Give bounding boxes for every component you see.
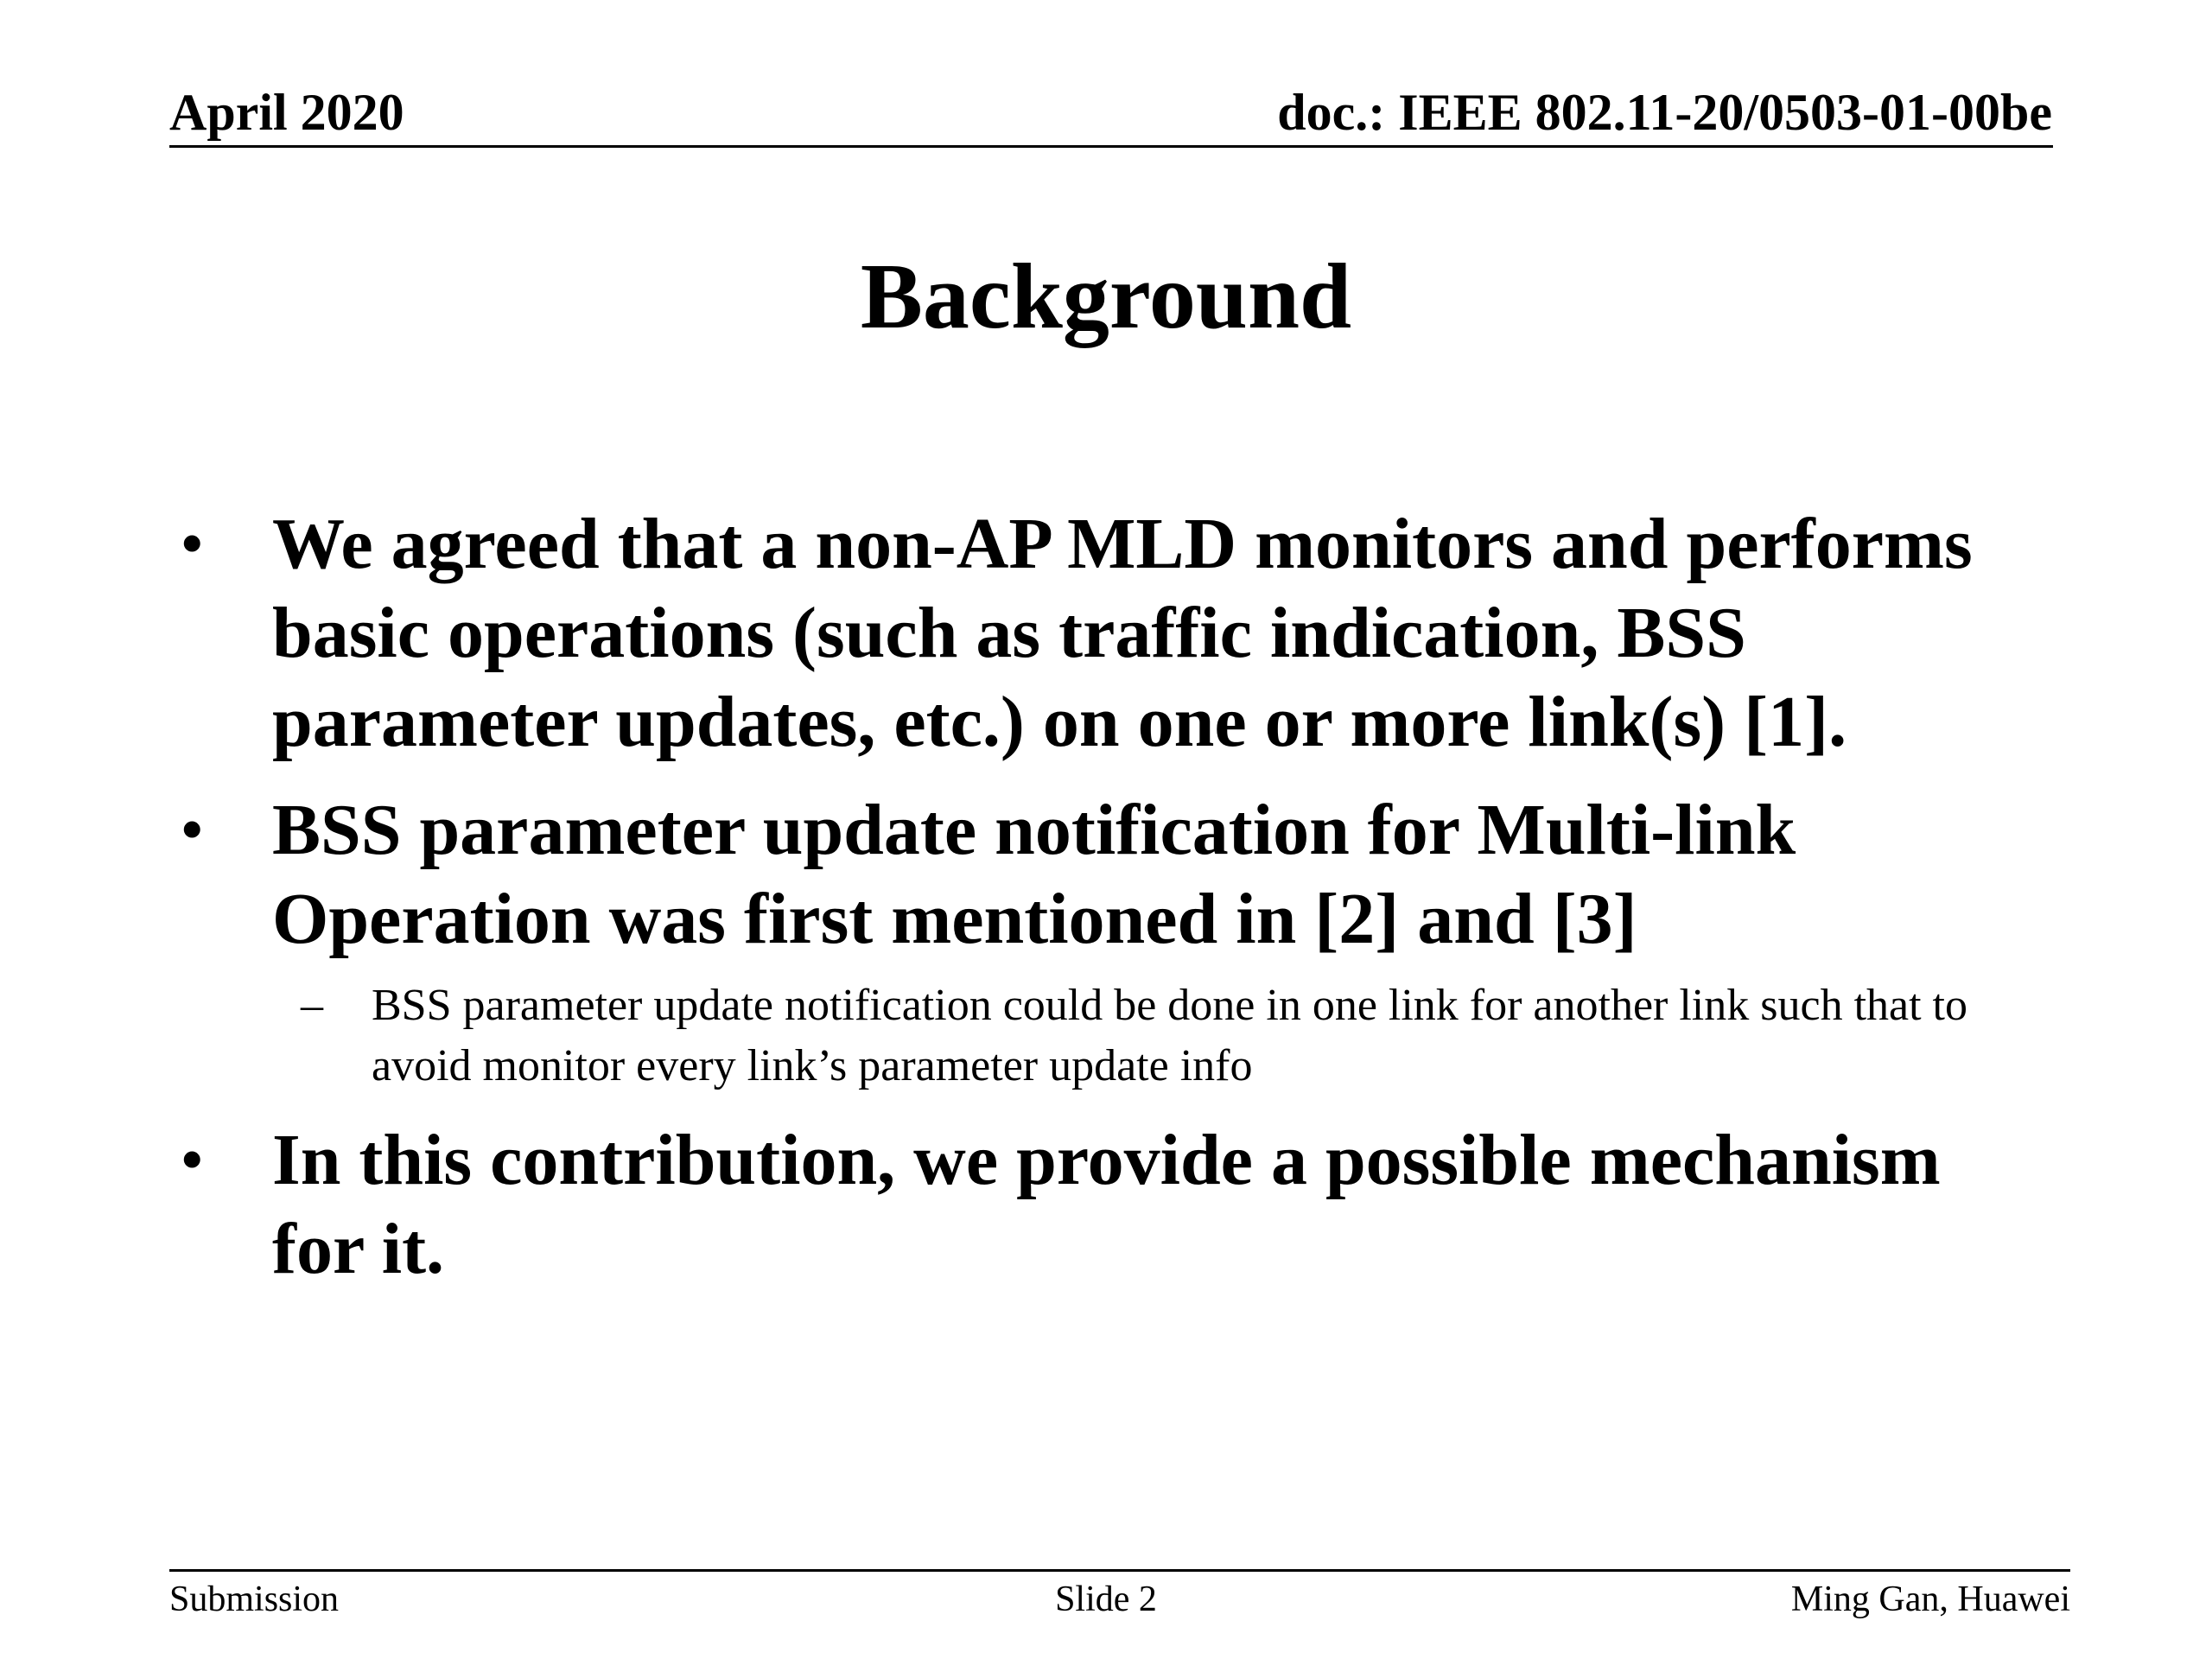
header-doc-id: doc.: IEEE 802.11-20/0503-01-00be: [1277, 84, 2052, 141]
header-date: April 2020: [169, 84, 404, 141]
bullet-text: In this contribution, we provide a possible mechanism for it.: [272, 1120, 1941, 1289]
footer-divider: [169, 1569, 2070, 1572]
bullet-item: [181, 499, 2048, 766]
footer-submission: Submission: [169, 1580, 340, 1619]
sub-bullet-text: BSS parameter update notification could be done in one link for another link such that to avoid monitor every link’s parameter update info: [372, 981, 1967, 1090]
dash-icon: –: [301, 981, 323, 1030]
footer-slide-number: Slide 2: [1055, 1580, 1157, 1619]
sub-bullet-item: [181, 976, 2048, 1096]
header-divider: [169, 145, 2053, 148]
slide-title: Background: [860, 245, 1352, 348]
bullet-text: We agreed that a non-AP MLD monitors and performs basic operations (such as traffic indication, BSS parameter updates, etc.) on one or more link(s) [1].: [272, 504, 1973, 762]
footer-author: Ming Gan, Huawei: [1790, 1580, 2070, 1619]
bullet-item: [181, 785, 2048, 963]
bullet-item: [181, 1116, 2048, 1294]
bullet-list: [181, 499, 2048, 1294]
bullet-dot-icon: •: [181, 1127, 203, 1193]
bullet-text: BSS parameter update notification for Multi-link Operation was first mentioned in [2] and [3]: [272, 790, 1796, 959]
bullet-dot-icon: •: [181, 797, 203, 863]
bullet-dot-icon: •: [181, 511, 203, 577]
